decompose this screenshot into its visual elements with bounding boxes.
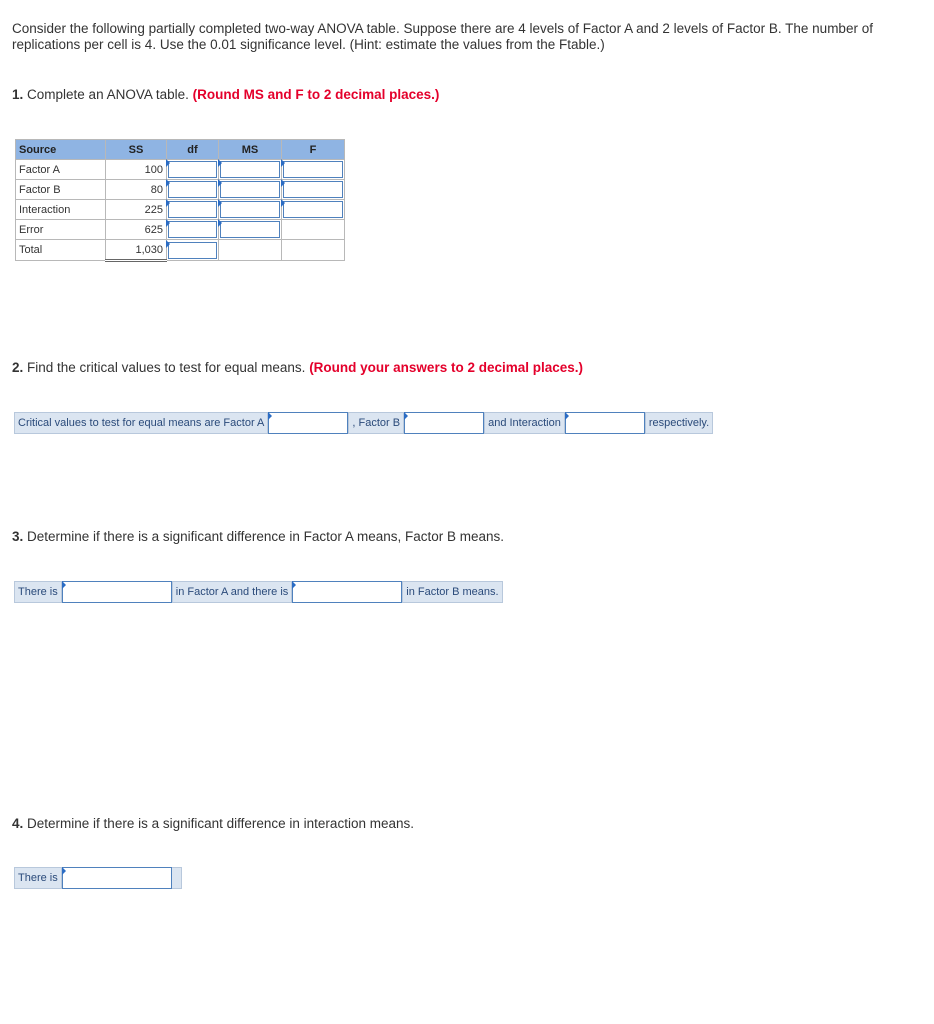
question-4 xyxy=(12,816,414,831)
factor-b-significance-select[interactable] xyxy=(293,582,401,602)
source-cell: Interaction xyxy=(16,200,106,220)
f-factor-b-input[interactable] xyxy=(283,181,343,198)
question-1-note: (Round MS and F to 2 decimal places.) xyxy=(192,87,440,102)
question-1-text: Complete an ANOVA table. xyxy=(27,87,189,102)
critical-label-factor-a: Critical values to test for equal means are Factor A xyxy=(14,412,268,434)
f-interaction-input[interactable] xyxy=(283,201,343,218)
empty-cell xyxy=(282,220,345,240)
anova-header-row xyxy=(16,140,345,160)
header-f: F xyxy=(282,140,345,160)
critical-factor-a-input[interactable] xyxy=(269,413,347,433)
answer-flag-icon xyxy=(281,159,285,167)
problem-intro: Consider the following partially completed two-way ANOVA table. Suppose there are 4 levels of Factor A and 2 levels of Factor B. The number of replications per cell is 4. Use the 0.01 significance level. (Hint: estimate the values from the Ftable.) xyxy=(12,21,873,52)
anova-table xyxy=(15,139,345,262)
answer-flag-icon xyxy=(218,179,222,187)
question-3-text: Determine if there is a significant difference in Factor A means, Factor B means. xyxy=(27,529,505,544)
ms-interaction-input[interactable] xyxy=(220,201,280,218)
answer-flag-icon xyxy=(218,219,222,227)
answer-flag-icon xyxy=(166,179,170,187)
critical-label-factor-b: , Factor B xyxy=(348,412,404,434)
source-cell: Factor B xyxy=(16,180,106,200)
empty-cell xyxy=(219,240,282,261)
header-df: df xyxy=(167,140,219,160)
question-2 xyxy=(12,360,583,375)
interaction-significance-row xyxy=(14,867,182,889)
critical-label-respectively: respectively. xyxy=(645,412,713,434)
answer-flag-icon xyxy=(62,581,66,589)
row-end-cap xyxy=(172,867,182,889)
answer-flag-icon xyxy=(565,412,569,420)
header-ms: MS xyxy=(219,140,282,160)
ss-cell: 1,030 xyxy=(106,240,167,261)
answer-flag-icon xyxy=(281,199,285,207)
source-cell: Error xyxy=(16,220,106,240)
row-factor-a xyxy=(16,160,345,180)
df-interaction-input[interactable] xyxy=(168,201,217,218)
ms-error-input[interactable] xyxy=(220,221,280,238)
answer-flag-icon xyxy=(166,199,170,207)
answer-flag-icon xyxy=(166,159,170,167)
there-is-label: There is xyxy=(14,867,62,889)
header-source: Source xyxy=(16,140,106,160)
row-error xyxy=(16,220,345,240)
question-1-number: 1. xyxy=(12,87,24,102)
critical-factor-b-input[interactable] xyxy=(405,413,483,433)
df-factor-b-input[interactable] xyxy=(168,181,217,198)
in-factor-a-label: in Factor A and there is xyxy=(172,581,293,603)
df-total-input[interactable] xyxy=(168,242,217,259)
empty-cell xyxy=(282,240,345,261)
answer-flag-icon xyxy=(62,867,66,875)
ss-cell: 80 xyxy=(106,180,167,200)
critical-interaction-input[interactable] xyxy=(566,413,644,433)
question-2-text: Find the critical values to test for equal means. xyxy=(27,360,306,375)
question-2-number: 2. xyxy=(12,360,24,375)
answer-flag-icon xyxy=(166,219,170,227)
answer-flag-icon xyxy=(292,581,296,589)
ms-factor-a-input[interactable] xyxy=(220,161,280,178)
df-error-input[interactable] xyxy=(168,221,217,238)
answer-flag-icon xyxy=(281,179,285,187)
answer-flag-icon xyxy=(166,240,170,248)
question-2-note: (Round your answers to 2 decimal places.) xyxy=(309,360,584,375)
question-4-text: Determine if there is a significant difference in interaction means. xyxy=(27,816,414,831)
factor-significance-row xyxy=(14,581,503,603)
answer-flag-icon xyxy=(218,199,222,207)
ss-cell: 225 xyxy=(106,200,167,220)
critical-values-row xyxy=(14,412,713,434)
interaction-significance-select[interactable] xyxy=(63,868,171,888)
header-ss: SS xyxy=(106,140,167,160)
f-factor-a-input[interactable] xyxy=(283,161,343,178)
factor-a-significance-select[interactable] xyxy=(63,582,171,602)
row-factor-b xyxy=(16,180,345,200)
row-total xyxy=(16,240,345,261)
ss-cell: 100 xyxy=(106,160,167,180)
answer-flag-icon xyxy=(218,159,222,167)
question-1 xyxy=(12,87,439,102)
question-3-number: 3. xyxy=(12,529,24,544)
in-factor-b-label: in Factor B means. xyxy=(402,581,502,603)
df-factor-a-input[interactable] xyxy=(168,161,217,178)
critical-label-interaction: and Interaction xyxy=(484,412,565,434)
ss-cell: 625 xyxy=(106,220,167,240)
source-cell: Factor A xyxy=(16,160,106,180)
source-cell: Total xyxy=(16,240,106,261)
question-4-number: 4. xyxy=(12,816,24,831)
answer-flag-icon xyxy=(268,412,272,420)
ms-factor-b-input[interactable] xyxy=(220,181,280,198)
there-is-label: There is xyxy=(14,581,62,603)
row-interaction xyxy=(16,200,345,220)
answer-flag-icon xyxy=(404,412,408,420)
question-3 xyxy=(12,529,504,544)
